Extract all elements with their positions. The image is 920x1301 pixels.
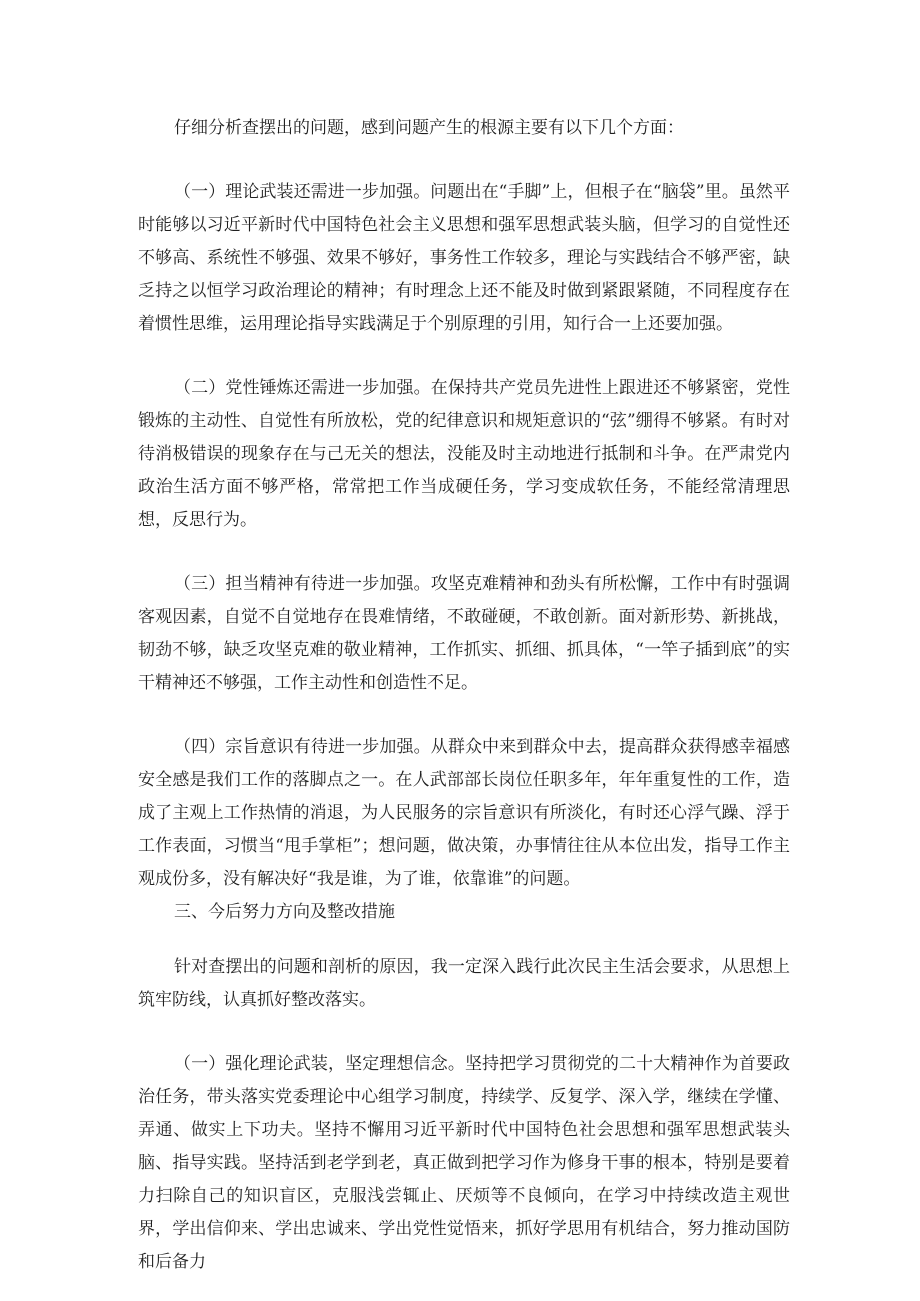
rectification-intro-paragraph: 针对查摆出的问题和剖析的原因，我一定深入践行此次民主生活会要求，从思想上筑牢防线，认真抓好整改落实。 bbox=[138, 957, 790, 1010]
document-body bbox=[138, 112, 790, 1279]
cause-2-paragraph: （二）党性锤炼还需进一步加强。在保持共产党员先进性上跟进还不够紧密，党性锻炼的主动性、自觉性有所放松，党的纪律意识和规矩意识的“弦”绷得不够紧。有时对待消极错误的现象存在与己无关的想法，没能及时主动地进行抵制和斗争。在严肃党内政治生活方面不够严格，常常把工作当成硬任务，学习变成软任务，不能经常清理思想，反思行为。 bbox=[138, 378, 790, 530]
cause-1-paragraph: （一）理论武装还需进一步加强。问题出在“手脚”上，但根子在“脑袋”里。虽然平时能够以习近平新时代中国特色社会主义思想和强军思想武装头脑，但学习的自觉性还不够高、系统性不够强、效果不够好，事务性工作较多，理论与实践结合不够严密，缺乏持之以恒学习政治理论的精神；有时理念上还不能及时做到紧跟紧随，不同程度存在着惯性思维，运用理论指导实践满足于个别原理的引用，知行合一上还要加强。 bbox=[138, 182, 790, 334]
cause-3-paragraph: （三）担当精神有待进一步加强。攻坚克难精神和劲头有所松懈，工作中有时强调客观因素，自觉不自觉地存在畏难情绪，不敢碰硬，不敢创新。面对新形势、新挑战，韧劲不够，缺乏攻坚克难的敬业精神，工作抓实、抓细、抓具体，“一竿子插到底”的实干精神还不够强，工作主动性和创造性不足。 bbox=[138, 574, 790, 693]
intro-paragraph: 仔细分析查摆出的问题，感到问题产生的根源主要有以下几个方面： bbox=[174, 118, 684, 138]
section-heading: 三、今后努力方向及整改措施 bbox=[174, 902, 395, 922]
measure-1-paragraph: （一）强化理论武装，坚定理想信念。坚持把学习贯彻党的二十大精神作为首要政治任务，带头落实党委理论中心组学习制度，持续学、反复学、深入学，继续在学懂、弄通、做实上下功夫。坚持不懈用习近平新时代中国特色社会思想和强军思想武装头脑、指导实践。坚持活到老学到老，真正做到把学习作为修身干事的根本，特别是要着力扫除自己的知识盲区，克服浅尝辄止、厌烦等不良倾向，在学习中持续改造主观世界，学出信仰来、学出忠诚来、学出党性觉悟来，抓好学思用有机结合，努力推动国防和后备力 bbox=[138, 1054, 790, 1272]
cause-4-paragraph: （四）宗旨意识有待进一步加强。从群众中来到群众中去，提高群众获得感幸福感安全感是我们工作的落脚点之一。在人武部部长岗位任职多年，年年重复性的工作，造成了主观上工作热情的消退，为人民服务的宗旨意识有所淡化，有时还心浮气躁、浮于工作表面，习惯当“甩手掌柜”；想问题，做决策，办事情往往从本位出发，指导工作主观成份多，没有解决好“我是谁，为了谁，依靠谁”的问题。 bbox=[138, 737, 790, 889]
